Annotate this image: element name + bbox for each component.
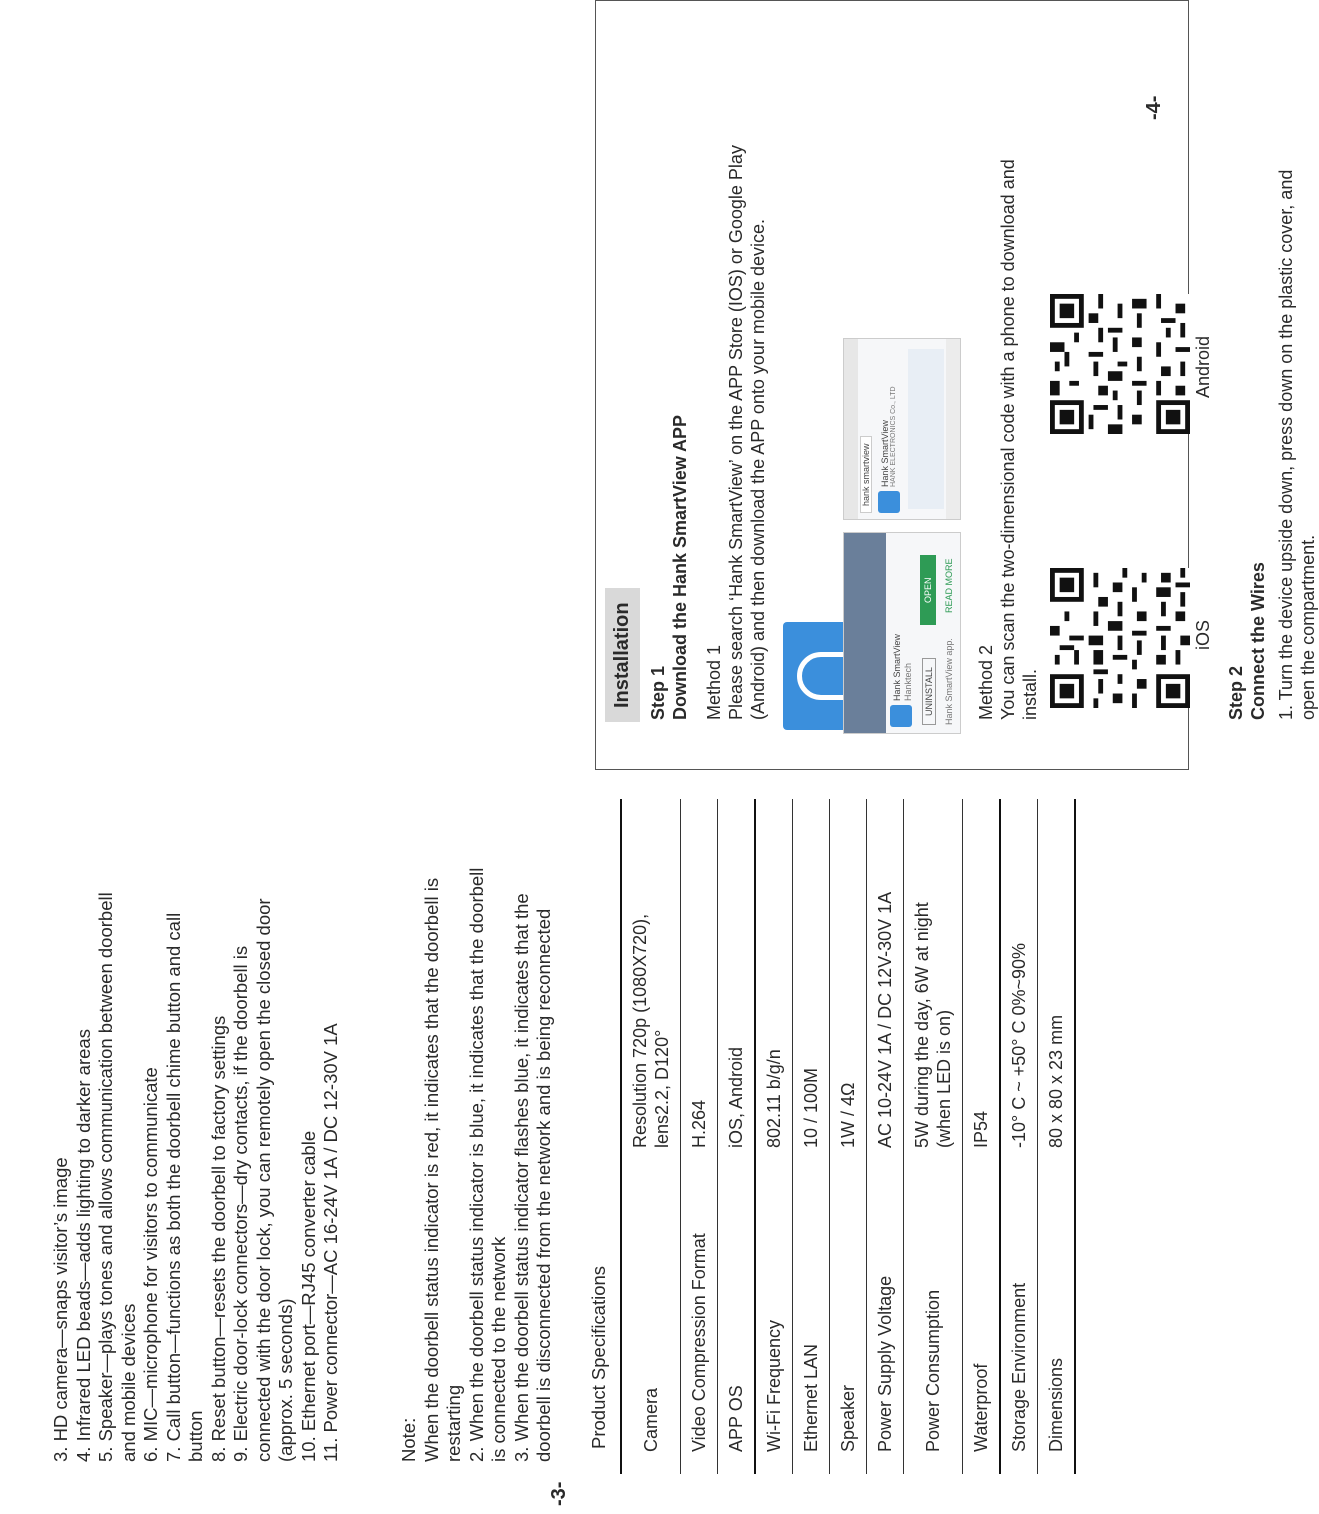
spec-key: APP OS	[726, 1385, 746, 1452]
list-item: 9. Electric door-lock connectors—dry contacts, if the doorbell is	[230, 945, 251, 1462]
note-line: 2. When the doorbell status indicator is blue, it indicates that the doorbell	[465, 867, 487, 1462]
spec-key: Camera	[641, 1387, 661, 1452]
list-item: 4. Infrared LED beads—adds lighting to darker areas	[72, 1029, 94, 1462]
preview-image	[908, 349, 944, 509]
step-label: Step 2	[1226, 665, 1246, 720]
section-heading: Installation	[605, 588, 640, 722]
app-icon-small	[890, 705, 912, 727]
spec-value: H.264	[689, 1099, 709, 1148]
page-number: -4-	[1143, 95, 1165, 120]
page-4	[595, 60, 1318, 770]
list-item: and mobile devices	[117, 1303, 139, 1462]
list-item: 11. Power connector—AC 16-24V 1A / DC 12-30V 1A	[320, 1023, 341, 1462]
spec-key: Video Compression Format	[689, 1233, 709, 1452]
list-item: 10. Ethernet port—RJ45 converter cable	[297, 1130, 319, 1462]
spec-key: Storage Environment	[1009, 1282, 1029, 1452]
spec-value: 10 / 100M	[801, 1067, 821, 1148]
note-heading: Note:	[398, 1417, 419, 1462]
banner-image	[844, 533, 886, 733]
note-line: doorbell is disconnected from the network and is being reconnected	[533, 908, 554, 1462]
spec-value: iOS, Android	[726, 1046, 746, 1148]
list-item: 8. Reset button—resets the doorbell to factory settings	[207, 1015, 229, 1462]
spec-value: -10° C ~ +50° C 0%~90%	[1009, 942, 1029, 1148]
app-store-screenshot	[843, 338, 961, 520]
method-text: Please search ‘Hank SmartView’ on the APP Store (IOS) or Google Play	[726, 145, 746, 720]
read-more-link[interactable]: READ MORE	[944, 558, 954, 613]
table-row	[904, 799, 963, 1474]
step-title: Connect the Wires	[1248, 562, 1268, 720]
step-text: open the compartment.	[1298, 534, 1318, 720]
app-name: Hank SmartView	[892, 634, 902, 701]
table-row	[718, 799, 756, 1474]
spec-value-line: 5W during the day, 6W at night	[912, 902, 932, 1148]
note-line: is connected to the network	[488, 1236, 509, 1462]
method-text: You can scan the two-dimensional code with a phone to download and	[998, 159, 1018, 720]
list-item: 6. MIC—microphone for visitors to communicate	[140, 1067, 161, 1462]
spec-value: AC 10-24V 1A / DC 12V-30V 1A	[875, 891, 895, 1148]
list-item: 7. Call button—functions as both the doorbell chime button and call	[162, 912, 184, 1462]
spec-key: Dimensions	[1046, 1357, 1066, 1452]
spec-value: IP54	[971, 1110, 991, 1148]
spec-value: 80 x 80 x 23 mm	[1046, 1014, 1066, 1148]
table-row	[621, 799, 681, 1474]
spec-key: Ethernet LAN	[801, 1343, 821, 1452]
table-row	[867, 799, 904, 1474]
spec-value-line: Resolution 720p (1080X720),	[630, 913, 650, 1148]
app-icon-small	[878, 491, 900, 513]
list-item: button	[185, 1410, 206, 1462]
play-store-screenshot	[843, 532, 961, 734]
status-bar	[844, 339, 858, 519]
spec-key: Power Supply Voltage	[875, 1275, 895, 1452]
spec-value: 802.11 b/g/n	[764, 1049, 784, 1148]
qr-label-ios: iOS	[1193, 619, 1213, 650]
feature-list	[50, 802, 343, 1462]
table-row	[1000, 799, 1038, 1474]
page-3	[0, 760, 1066, 1514]
method-text: install.	[1020, 668, 1040, 720]
spec-key: Waterproof	[971, 1363, 991, 1452]
tab-bar	[946, 339, 960, 519]
method-label: Method 2	[976, 644, 996, 720]
qr-label-android: Android	[1193, 335, 1213, 398]
spec-value-line: lens2.2, D120°	[652, 1029, 672, 1148]
list-item: 3. HD camera—snaps visitor’s image	[50, 1157, 71, 1462]
step-text: 1. Turn the device upside down, press down on the plastic cover, and	[1276, 169, 1296, 720]
step-label: Step 1	[648, 665, 668, 720]
qr-code-android	[1050, 294, 1190, 434]
list-item: connected with the door lock, you can remotely open the closed door	[252, 898, 274, 1462]
search-field: hank smartview	[860, 436, 872, 513]
app-name: Hank SmartView	[880, 420, 890, 487]
page-number: -3-	[548, 1481, 570, 1506]
note-line: 3. When the doorbell status indicator flashes blue, it indicates that the	[510, 893, 532, 1462]
table-row	[681, 799, 718, 1474]
table-row	[830, 799, 867, 1474]
table-row	[793, 799, 830, 1474]
spec-value: 1W / 4Ω	[838, 1082, 858, 1148]
uninstall-button[interactable]: UNINSTALL	[922, 658, 936, 725]
vendor-name: Hanktech	[903, 662, 913, 701]
step-title: Download the Hank SmartView APP	[670, 414, 690, 720]
open-button[interactable]: OPEN	[920, 555, 936, 625]
list-item: (approx. 5 seconds)	[275, 1298, 296, 1462]
spec-value-line: (when LED is on)	[934, 1009, 954, 1148]
table-row	[755, 799, 793, 1474]
note-block	[398, 762, 556, 1462]
specs-title: Product Specifications	[588, 1265, 609, 1449]
spec-key: Speaker	[838, 1384, 858, 1452]
method-text: (Android) and then download the APP onto your mobile device.	[748, 219, 768, 720]
spec-value	[904, 799, 963, 1152]
spec-key: Power Consumption	[923, 1289, 943, 1452]
note-line: When the doorbell status indicator is red, it indicates that the doorbell is	[420, 877, 442, 1462]
table-row	[1038, 799, 1076, 1474]
specs-table	[620, 799, 1076, 1474]
list-item: 5. Speaker—plays tones and allows communication between doorbell	[95, 892, 116, 1462]
table-row	[963, 799, 1001, 1474]
qr-code-ios	[1050, 568, 1190, 708]
spec-key: Wi-Fi Frequency	[764, 1319, 784, 1452]
note-line: restarting	[443, 1384, 464, 1462]
vendor-name: HANK ELECTRONICS Co., LTD	[890, 386, 897, 487]
app-blurb: Hank SmartView app.	[944, 638, 954, 725]
spec-value	[621, 799, 681, 1152]
method-label: Method 1	[704, 644, 724, 720]
